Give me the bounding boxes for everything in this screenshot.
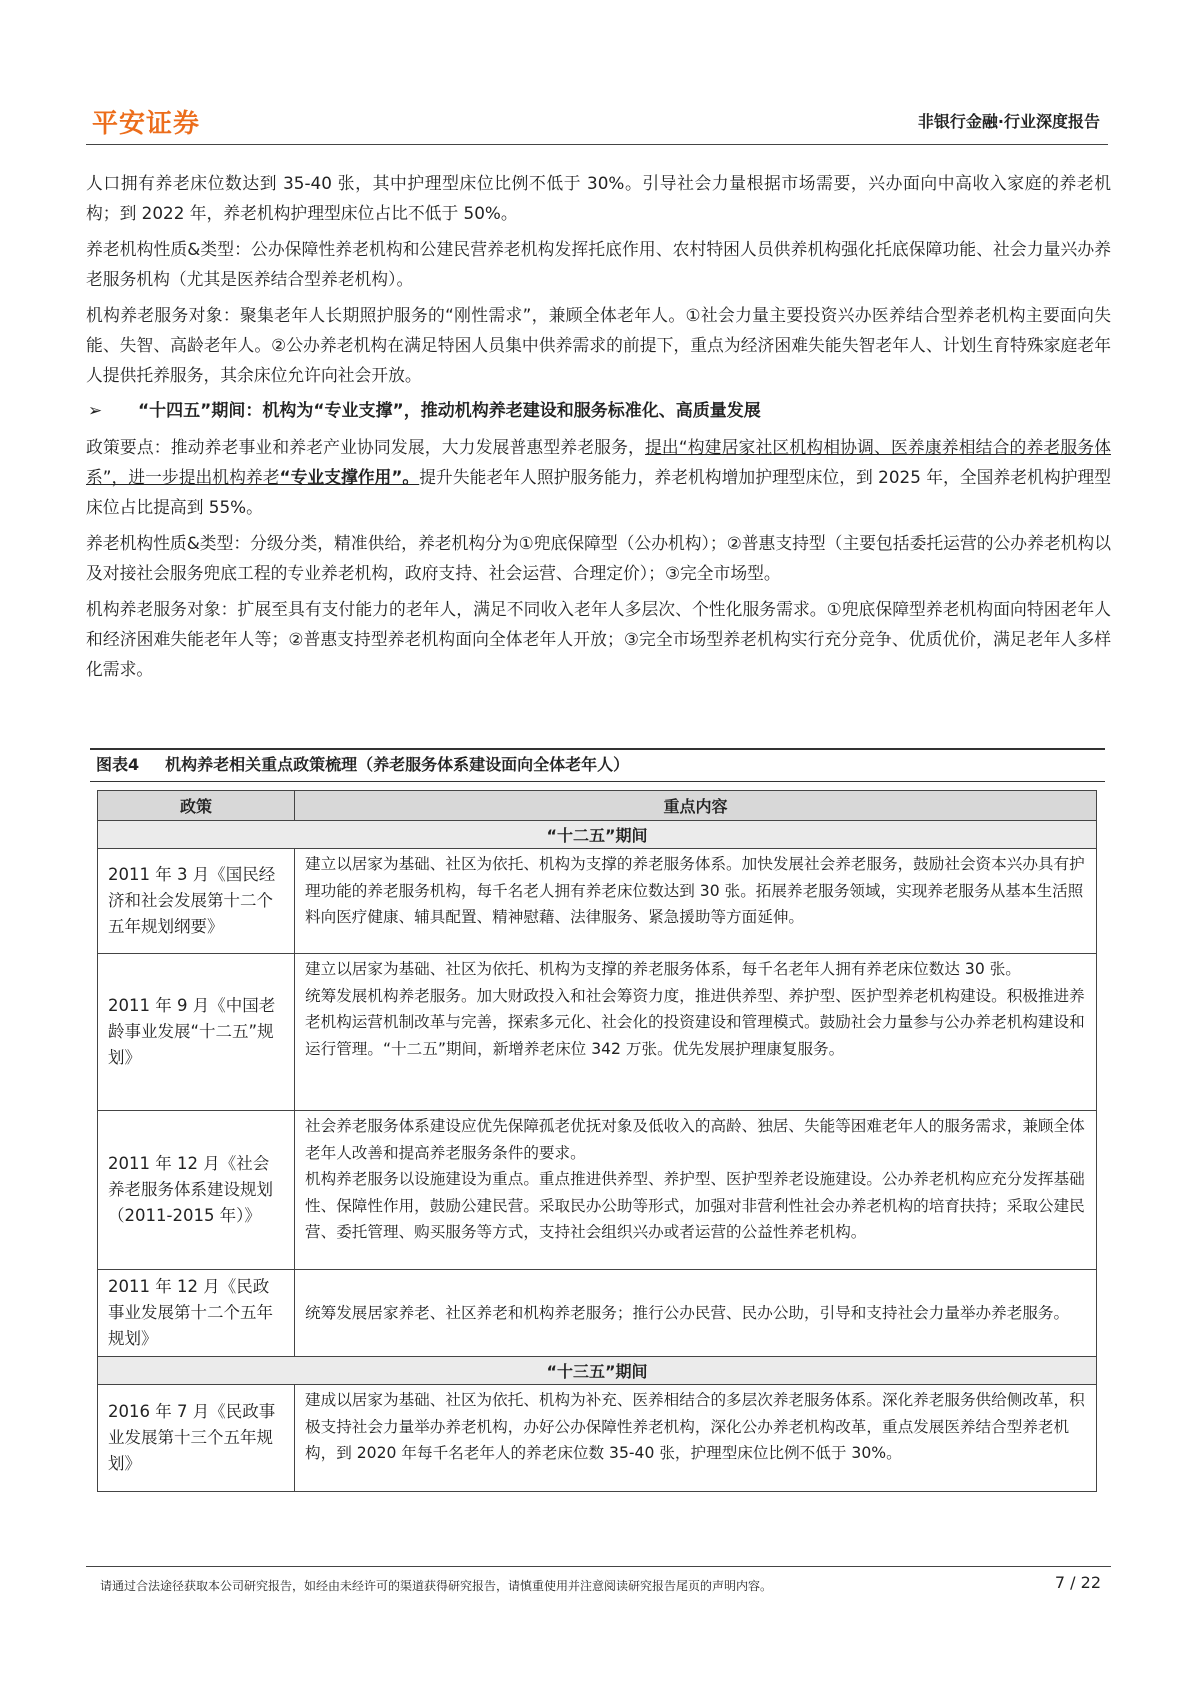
period-row xyxy=(98,1357,1097,1385)
content-text: 统筹发展机构养老服务。加大财政投入和社会筹资力度，推进供养型、养护型、医护型养老机构建设。积极推进养老机构运营机制改革与完善，探索多元化、社会化的投资建设和管理模式。鼓励社会力量参与公办养老机构建设和运行管理。“十二五”期间，新增养老床位 342 万张。优先发展护理康复服务。 xyxy=(305,986,1085,1058)
figure-number: 图表4 xyxy=(96,755,140,774)
disclaimer: 请通过合法途径获取本公司研究报告，如经由未经许可的渠道获得研究报告，请慎重使用并注意阅读研究报告尾页的声明内容。 xyxy=(100,1579,773,1593)
table-row xyxy=(98,954,1097,1111)
policy-table xyxy=(97,790,1097,1492)
content-cell xyxy=(295,954,1097,1111)
policy-cell: 2011 年 12 月《社会养老服务体系建设规划（2011-2015 年）》 xyxy=(98,1111,295,1270)
policy-cell: 2011 年 12 月《民政事业发展第十二个五年规划》 xyxy=(98,1270,295,1357)
paragraph-text: 提升失能老年人照护服务能力，养老机构增加护理型床位，到 2025 年，全国养老机构护理型床位占比提高到 55%。 xyxy=(86,467,1111,517)
paragraph: 养老机构性质&类型：公办保障性养老机构和公建民营养老机构发挥托底作用、农村特困人员供养机构强化托底保障功能、社会力量兴办养老服务机构（尤其是医养结合型养老机构）。 xyxy=(86,239,1111,289)
paragraph: 养老机构性质&类型：分级分类，精准供给，养老机构分为①兜底保障型（公办机构）；②普惠支持型（主要包括委托运营的公办养老机构以及对接社会服务兜底工程的专业养老机构，政府支持、社会运营、合理定价）；③完全市场型。 xyxy=(86,533,1111,583)
underlined-bold-text: “专业支撑作用”。 xyxy=(279,467,420,487)
content-text: 机构养老服务以设施建设为重点。重点推进供养型、养护型、医护型养老设施建设。公办养老机构应充分发挥基础性、保障性作用，鼓励公建民营。采取民办公助等形式，加强对非营利性社会办养老机构的培育扶持；采取公建民营、委托管理、购买服务等方式，支持社会组织兴办或者运营的公益性养老机构。 xyxy=(305,1170,1085,1241)
paragraph: 机构养老服务对象：聚集老年人长期照护服务的“刚性需求”，兼顾全体老年人。①社会力量主要投资兴办医养结合型养老机构主要面向失能、失智、高龄老年人。②公办养老机构在满足特困人员集中供养需求的前提下，重点为经济困难失能失智老年人、计划生育特殊家庭老年人提供托养服务，其余床位允许向社会开放。 xyxy=(86,305,1111,385)
paragraph: 人口拥有养老床位数达到 35-40 张，其中护理型床位比例不低于 30%。引导社会力量根据市场需要，兴办面向中高收入家庭的养老机构；到 2022 年，养老机构护理型床位占比不低于 50%。 xyxy=(86,173,1111,223)
content-text: 社会养老服务体系建设应优先保障孤老优抚对象及低收入的高龄、独居、失能等困难老年人的服务需求，兼顾全体老年人改善和提高养老服务条件的要求。 xyxy=(305,1117,1085,1162)
paragraph: 机构养老服务对象：扩展至具有支付能力的老年人，满足不同收入老年人多层次、个性化服务需求。①兜底保障型养老机构面向特困老年人和经济困难失能老年人等；②普惠支持型养老机构面向全体老年人开放；③完全市场型养老机构实行充分竞争、优质优价，满足老年人多样化需求。 xyxy=(86,599,1111,679)
table-row xyxy=(98,1270,1097,1357)
table-row xyxy=(98,1385,1097,1492)
body-text xyxy=(86,168,1111,690)
page-header xyxy=(86,95,1108,145)
figure-title: 机构养老相关重点政策梳理（养老服务体系建设面向全体老年人） xyxy=(165,755,630,774)
page-footer xyxy=(86,1566,1111,1606)
figure-caption xyxy=(90,748,1105,782)
period-row xyxy=(98,821,1097,849)
underlined-text: 提出“构建居家社区机构相协调、医养康养相结合的养老服务体系”，进一步提出机构养老 xyxy=(86,437,1111,487)
figure xyxy=(90,748,1105,782)
arrow-bullet-icon: ➢ xyxy=(88,401,103,421)
column-header-policy: 政策 xyxy=(98,791,295,821)
content-cell: 建立以居家为基础、社区为依托、机构为支撑的养老服务体系。加快发展社会养老服务，鼓励社会资本兴办具有护理功能的养老服务机构，每千名老人拥有养老床位数达到 30 张。拓展养老服务领域，实现养老服务从基本生活照料向医疗健康、辅具配置、精神慰藉、法律服务、紧急援助等方面延伸。 xyxy=(295,849,1097,954)
policy-cell: 2011 年 3 月《国民经济和社会发展第十二个五年规划纲要》 xyxy=(98,849,295,954)
content-cell: 统筹发展居家养老、社区养老和机构养老服务；推行公办民营、民办公助，引导和支持社会力量举办养老服务。 xyxy=(295,1270,1097,1357)
paragraph-text: 政策要点：推动养老事业和养老产业协同发展，大力发展普惠型养老服务， xyxy=(86,437,645,457)
policy-cell: 2016 年 7 月《民政事业发展第十三个五年规划》 xyxy=(98,1385,295,1492)
column-header-content: 重点内容 xyxy=(295,791,1097,821)
period-label: “十二五”期间 xyxy=(98,821,1097,849)
report-type: 非银行金融·行业深度报告 xyxy=(917,112,1100,131)
table-row xyxy=(98,849,1097,954)
content-cell xyxy=(295,1111,1097,1270)
table-header-row xyxy=(98,791,1097,821)
table-row xyxy=(98,1111,1097,1270)
paragraph xyxy=(86,432,1111,522)
company-logo: 平安证券 xyxy=(92,109,201,139)
section-bullet xyxy=(86,396,1111,426)
period-label: “十三五”期间 xyxy=(98,1357,1097,1385)
content-text: 建立以居家为基础、社区为依托、机构为支撑的养老服务体系，每千名老年人拥有养老床位数达 30 张。 xyxy=(305,960,1021,978)
bullet-heading: “十四五”期间：机构为“专业支撑”，推动机构养老建设和服务标准化、高质量发展 xyxy=(138,401,761,421)
content-cell: 建成以居家为基础、社区为依托、机构为补充、医养相结合的多层次养老服务体系。深化养老服务供给侧改革，积极支持社会力量举办养老机构，办好公办保障性养老机构，深化公办养老机构改革，重点发展医养结合型养老机构，到 2020 年每千名老年人的养老床位数 35-40 张，护理型床位比例不低于 30%。 xyxy=(295,1385,1097,1492)
page-number: 7 / 22 xyxy=(1054,1573,1101,1592)
policy-cell: 2011 年 9 月《中国老龄事业发展“十二五”规划》 xyxy=(98,954,295,1111)
